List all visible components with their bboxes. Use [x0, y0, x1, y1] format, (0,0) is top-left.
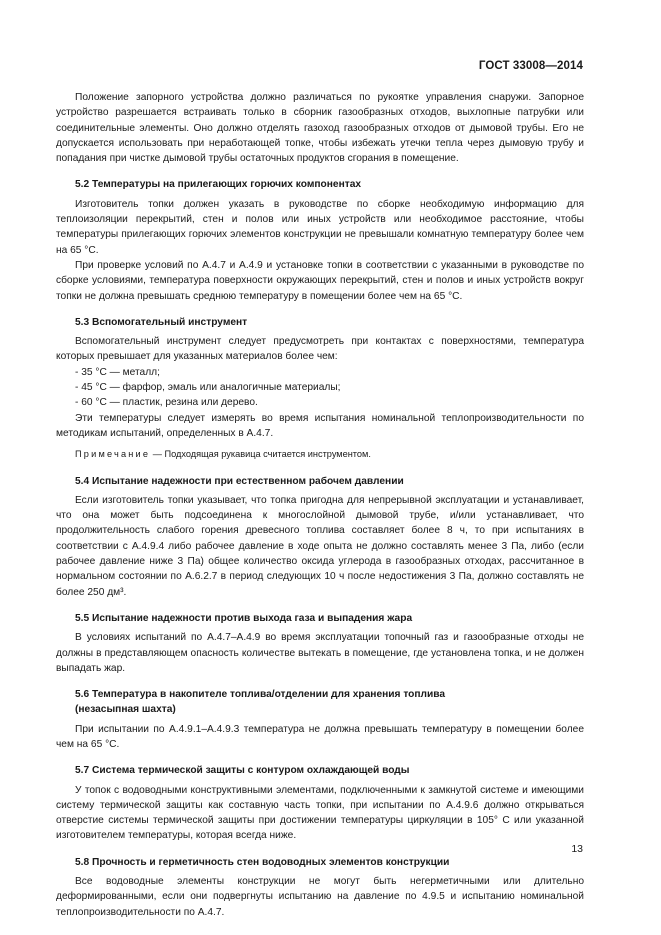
- section-5-6-title-line2: (незасыпная шахта): [75, 704, 176, 716]
- section-5-4-heading: 5.4 Испытание надежности при естественном рабочем давлении: [75, 475, 404, 487]
- section-5-3-paragraph-1: Вспомогательный инструмент следует предусмотреть при контактах с поверхностями, температура которых превышает для указанных материалов более чем:: [56, 336, 584, 363]
- document-standard-id: ГОСТ 33008—2014: [478, 60, 583, 72]
- note: [56, 447, 584, 462]
- section-5-8-heading: 5.8 Прочность и герметичность стен водоводных элементов конструкции: [75, 856, 450, 868]
- section-5-4-paragraph-1: Если изготовитель топки указывает, что топка пригодна для непрерывной эксплуатации и устанавливает, что она может быть подсоединена к многослойной дымовой трубе, и/или устанавливает, что продолжительность слабого горения древесного топлива составляет более 8 ч, то при испытаниях в соответствии с А.4.9.4 либо рабочее давление в ходе опыта не должно составлять менее 3 Па, либо (если рабочее давление ниже 3 Па) общее количество оксида углерода в газообразных отходах, рассчитанное в нормальном состоянии по А.6.2.7 в период следующих 10 ч после недостижения 3 Па, должно составлять не более 250 дм³.: [56, 494, 584, 598]
- list-item: - 35 °С — металл;: [75, 366, 160, 378]
- note-text: — Подходящая рукавица считается инструментом.: [150, 449, 371, 460]
- section-5-2-paragraph-1: Изготовитель топки должен указать в руководстве по сборке необходимую информацию для теплоизоляции перекрытий, стен и полов или иных устройств или необходимое расстояние, чтобы температуры прилегающих горючих элементов конструкции не превышали комнатную температуру более чем на 65 °С.: [56, 198, 584, 256]
- document-body: [56, 90, 584, 920]
- section-5-3-paragraph-2: Эти температуры следует измерять во время испытания номинальной теплопроизводительности по методикам испытаний, определенных в А.4.7.: [56, 412, 584, 439]
- page-number: 13: [571, 843, 583, 855]
- section-5-7-heading: 5.7 Система термической защиты с контуром охлаждающей воды: [75, 765, 410, 777]
- intro-paragraph: Положение запорного устройства должно различаться по рукоятке управления снаружи. Запорное устройство разрешается встраивать только в сборник газообразных отходов, выхлопные патрубки или соединительные элементы. Оно должно отделять газоход газообразных отходов от дымовой трубы. Его не допускается использовать при неработающей топке, чтобы избежать утечки тепла через дымовую трубу и попадания при чистке дымовой трубы остаточных продуктов сгорания в помещение.: [56, 92, 584, 165]
- list-item: - 45 °С — фарфор, эмаль или аналогичные материалы;: [75, 382, 341, 394]
- section-5-2-paragraph-2: При проверке условий по А.4.7 и А.4.9 и установке топки в соответствии с указанными в руководстве по сборке условиями, температура поверхности окружающих перекрытий, стен и полов и иных устройств вокруг топки не должна превышать среднюю температуру в помещении более чем на 65 °С.: [56, 259, 584, 302]
- section-5-8-paragraph-1: Все водоводные элементы конструкции не могут быть негерметичными или длительно деформированными, если они подвергнуты испытанию на давление по 4.9.5 и испытанию номинальной теплопроизводительности по А.4.7.: [56, 876, 584, 918]
- temperature-list: [56, 365, 584, 411]
- section-5-3-heading: 5.3 Вспомогательный инструмент: [75, 316, 248, 328]
- section-5-2-heading: 5.2 Температуры на прилегающих горючих компонентах: [75, 179, 362, 191]
- section-5-5-heading: 5.5 Испытание надежности против выхода газа и выпадения жара: [75, 612, 413, 624]
- section-5-6-paragraph-1: При испытании по А.4.9.1–А.4.9.3 температура не должна превышать температуру в помещении более чем на 65 °С.: [56, 723, 584, 750]
- list-item: - 60 °С — пластик, резина или дерево.: [75, 397, 258, 409]
- section-5-6-title: 5.6 Температура в накопителе топлива/отделении для хранения топлива: [75, 689, 446, 701]
- section-5-5-paragraph-1: В условиях испытаний по А.4.7–А.4.9 во время эксплуатации топочный газ и газообразные отходы не должны в представляющем опасность количестве вытекать в помещение, где установлена топка, и не должен выпадать жар.: [56, 632, 584, 674]
- section-5-6-heading: [56, 687, 584, 718]
- section-5-7-paragraph-1: У топок с водоводными конструктивными элементами, подключенными к замкнутой системе и имеющими систему термической защиты как составную часть топки, при испытании по А.4.9.6 должно открываться отверстие системы термической защиты при достижении температуры циркуляции в 105° С или указанной изготовителем температуры, которая всегда ниже.: [56, 784, 584, 842]
- note-label: Примечание: [75, 449, 151, 460]
